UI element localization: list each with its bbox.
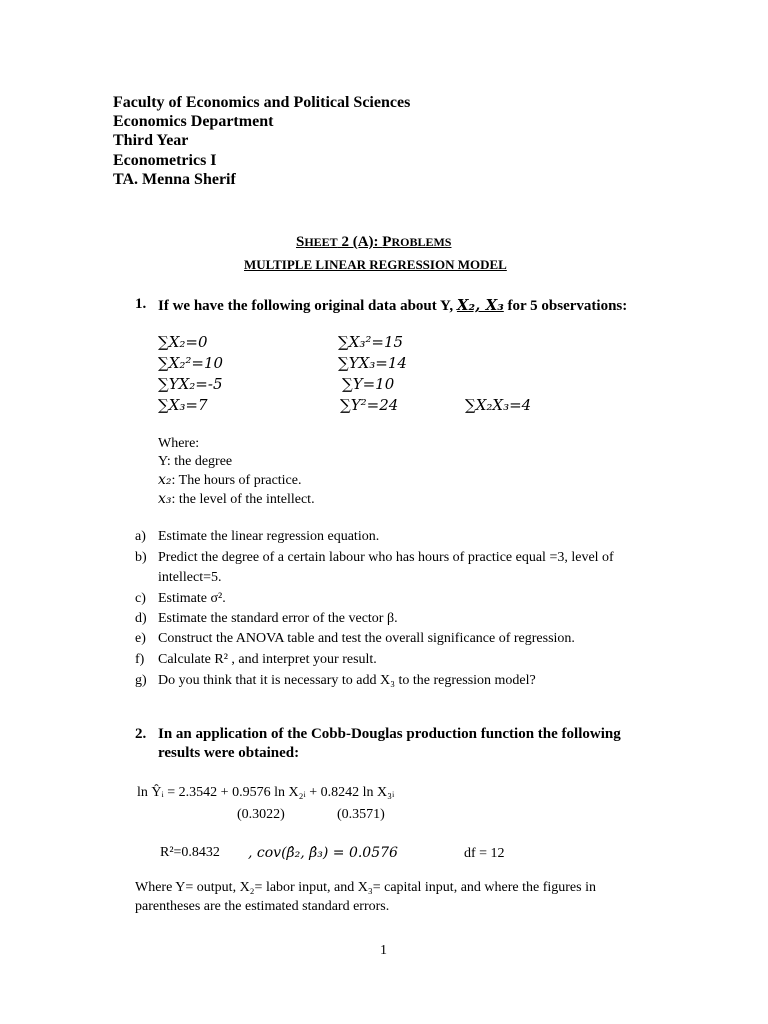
item-e-text: Construct the ANOVA table and test the overall significance of regression.: [158, 631, 575, 646]
item-f-text: Calculate R² , and interpret your result.: [158, 652, 377, 667]
covariance: , cov(β̂₂, β̂₃) = 0.0576: [248, 845, 398, 861]
item-c-label: c): [135, 591, 146, 606]
def-x2-text: : The hours of practice.: [171, 473, 302, 488]
item-a-text: Estimate the linear regression equation.: [158, 529, 380, 544]
item-d-text: Estimate the standard error of the vector β.: [158, 611, 398, 626]
def-x2: [158, 472, 302, 489]
def-x3-text: : the level of the intellect.: [171, 492, 315, 507]
r-squared: R²=0.8432: [160, 845, 220, 860]
sum-y-squared: ∑Y²=24: [340, 396, 399, 414]
q2-text-line2: results were obtained:: [158, 745, 300, 761]
se-x2: (0.3022): [237, 807, 285, 822]
q1-text-before: If we have the following original data about Y,: [158, 298, 454, 314]
sum-x2x3: ∑X₂X₃=4: [465, 396, 532, 414]
item-b-continued: intellect=5.: [158, 570, 222, 585]
item-f-label: f): [135, 652, 145, 667]
item-b-text: Predict the degree of a certain labour who has hours of practice equal =3, level of: [158, 550, 614, 565]
q1-prompt: [158, 296, 627, 315]
q2-number: 2.: [135, 726, 147, 742]
def-x3-symbol: x₃: [158, 491, 172, 507]
def-x3: [158, 491, 315, 508]
item-d-label: d): [135, 611, 147, 626]
sum-x2: ∑X₂=0: [158, 333, 208, 351]
header-year: Third Year: [113, 132, 189, 149]
sum-yx3: ∑YX₃=14: [338, 354, 407, 372]
q2-where-line1: Where Y= output, X₂= labor input, and X₃= capital input, and where the figures in: [135, 880, 596, 895]
sum-yx2: ∑YX₂=-5: [158, 375, 223, 393]
sum-x2-squared: ∑X₂²=10: [158, 354, 224, 372]
sheet-title-roblems: ROBLEMS: [391, 235, 452, 249]
sum-x3-squared: ∑X₃²=15: [338, 333, 404, 351]
sheet-subtitle: MULTIPLE LINEAR REGRESSION MODEL: [244, 257, 507, 272]
item-c-text: Estimate σ².: [158, 591, 226, 606]
item-g-text: Do you think that it is necessary to add X₃ to the regression model?: [158, 673, 536, 688]
where-label: Where:: [158, 436, 200, 451]
se-x3: (0.3571): [337, 807, 385, 822]
sheet-title-heet: HEET: [304, 235, 338, 249]
q2-text-line1: In an application of the Cobb-Douglas production function the following: [158, 726, 621, 742]
header-department: Economics Department: [113, 113, 274, 130]
sum-y: ∑Y=10: [342, 375, 395, 393]
sheet-title-num: 2 (A):: [337, 234, 383, 250]
sheet-title-s: S: [296, 234, 305, 250]
regression-equation: ln Ŷᵢ = 2.3542 + 0.9576 ln X₂ᵢ + 0.8242 ln X₃ᵢ: [137, 785, 395, 800]
item-b-label: b): [135, 550, 147, 565]
def-x2-symbol: x₂: [158, 472, 172, 488]
header-course: Econometrics I: [113, 152, 217, 169]
sum-x3: ∑X₃=7: [158, 396, 208, 414]
q2-where-line2: parentheses are the estimated standard errors.: [135, 899, 390, 914]
q1-text-after: for 5 observations:: [507, 298, 628, 314]
item-g-label: g): [135, 673, 147, 688]
def-y: Y: the degree: [158, 454, 233, 469]
degrees-of-freedom: df = 12: [464, 846, 505, 861]
sheet-title-p: P: [382, 234, 392, 250]
page-number: 1: [380, 943, 387, 958]
q1-vars: X₂, X₃: [456, 296, 504, 314]
item-a-label: a): [135, 529, 146, 544]
item-e-label: e): [135, 631, 146, 646]
header-faculty: Faculty of Economics and Political Sciences: [113, 94, 411, 111]
sheet-title: [296, 234, 451, 251]
header-ta: TA. Menna Sherif: [113, 171, 236, 188]
q1-number: 1.: [135, 296, 147, 312]
